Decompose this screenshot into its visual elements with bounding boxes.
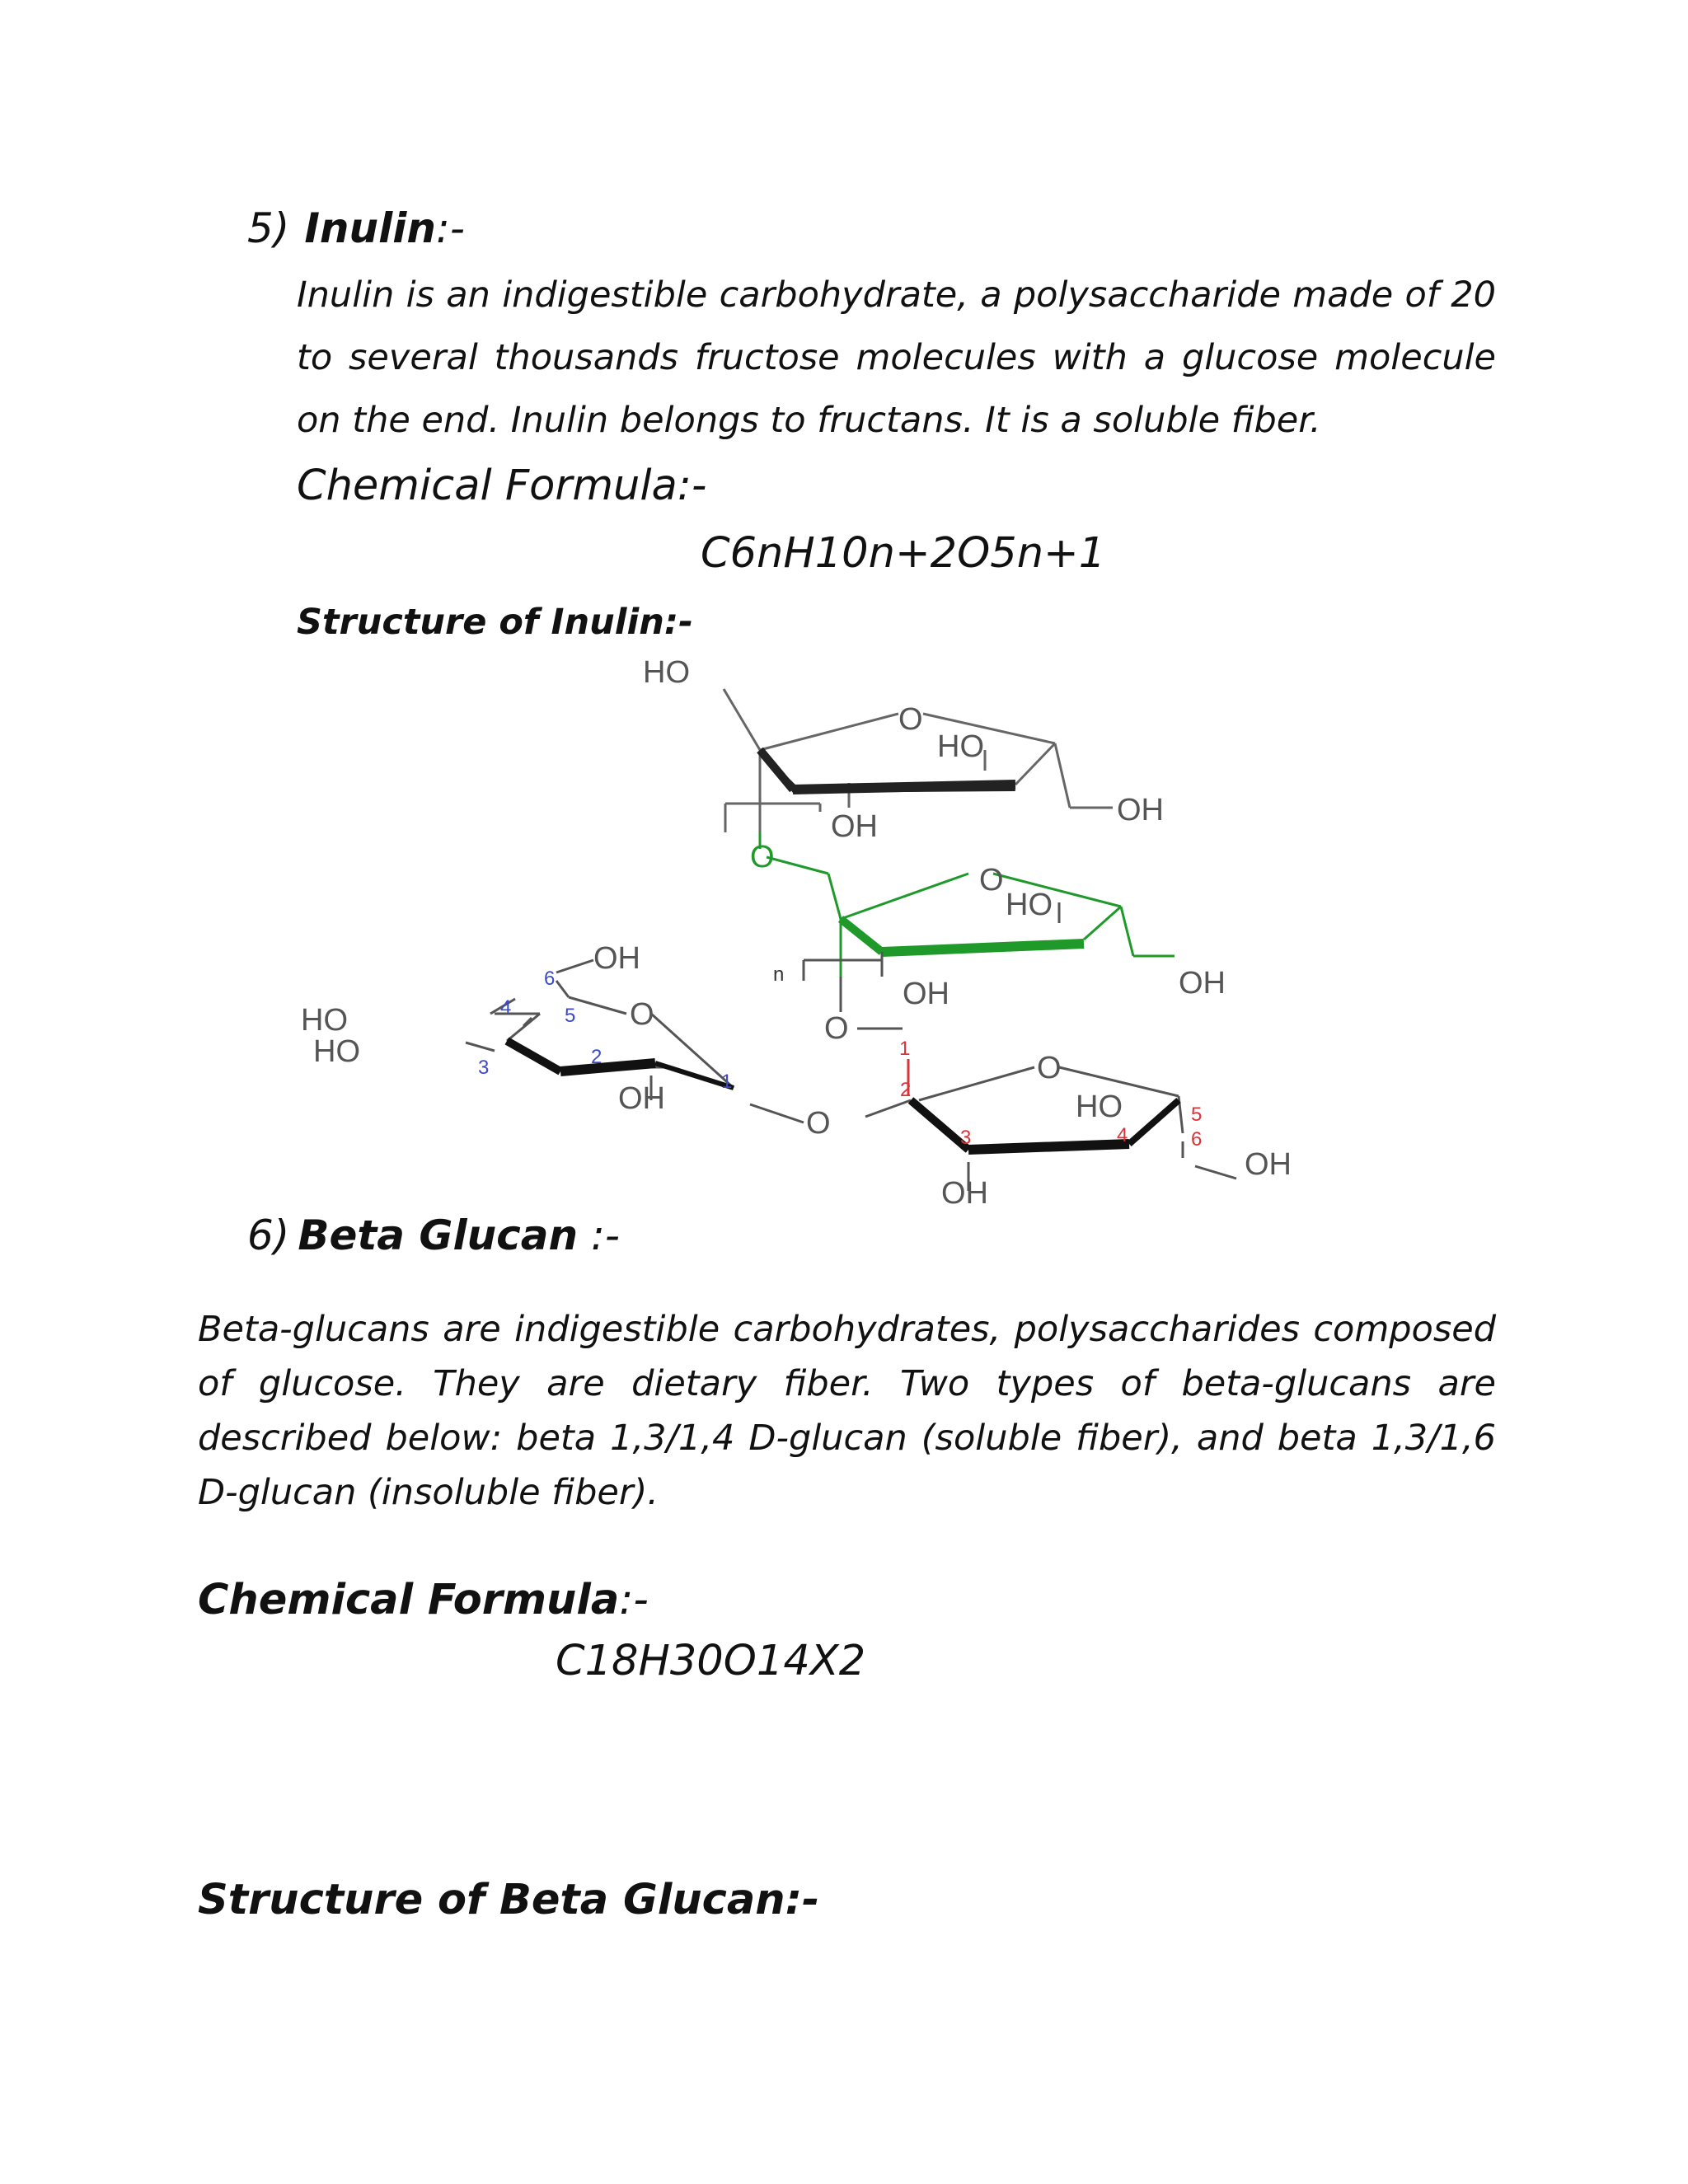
struct-label-oh-c2: OH: [618, 1081, 665, 1116]
struct-label-oh-ring2-bottom: OH: [903, 977, 950, 1011]
atom-number-2-blue: 2: [591, 1046, 603, 1068]
atom-number-3-blue: 3: [478, 1057, 490, 1079]
section-title: Inulin: [304, 204, 436, 252]
formula-label-text: Chemical Formula: [198, 1576, 620, 1624]
section-title-suffix: :-: [436, 204, 465, 252]
struct-label-o-ring3: O: [1037, 1051, 1062, 1085]
struct-label-oh-c6: OH: [593, 941, 640, 976]
beta-glucan-formula-label: [198, 1576, 649, 1624]
beta-glucan-description: Beta-glucans are indigestible carbohydrates, polysaccharides composed of glucose. They are dietary fiber. Two types of beta-glucans are described below: beta 1,3/1,4 D-glucan (soluble fiber), and beta 1,3/1,6 D-glucan (insoluble fiber).: [198, 1309, 1496, 1513]
atom-number-4-red: 4: [1117, 1124, 1128, 1146]
struct-label-o-ring2: O: [979, 863, 1004, 898]
struct-label-oh-ring1-bottom: OH: [831, 809, 878, 844]
atom-number-3-red: 3: [960, 1127, 972, 1149]
atom-number-4-blue: 4: [500, 996, 512, 1019]
section-heading-inulin: [247, 204, 465, 252]
section-title: Beta Glucan: [298, 1212, 579, 1259]
atom-number-6-red: 6: [1191, 1128, 1203, 1151]
beta-glucan-structure-label: Structure of Beta Glucan:-: [198, 1876, 820, 1924]
struct-label-oh-ring3-bottom: OH: [941, 1176, 988, 1211]
inulin-description: Inulin is an indigestible carbohydrate, a polysaccharide made of 20 to several thousands fructose molecules with a glucose molecule on the end. Inulin belongs to fructans. It is a soluble fiber.: [297, 274, 1496, 441]
struct-label-ho-c4: HO: [301, 1003, 348, 1038]
struct-label-ho-c3: HO: [313, 1034, 360, 1069]
atom-number-5-blue: 5: [565, 1005, 576, 1027]
struct-label-o-glycosidic: O: [806, 1106, 831, 1141]
atom-number-1-red: 1: [899, 1038, 911, 1060]
inulin-formula-label: Chemical Formula:-: [297, 462, 707, 510]
struct-label-oh-ring3-right: OH: [1245, 1147, 1292, 1182]
inulin-structure-label: Structure of Inulin:-: [297, 602, 693, 643]
struct-label-ho-ring1: HO: [937, 729, 984, 764]
struct-label-n: n: [773, 963, 785, 986]
formula-label-suffix: :-: [619, 1576, 649, 1624]
inulin-formula: C6nH10n+2O5n+1: [701, 529, 1106, 578]
struct-label-oh-ring2-right: OH: [1179, 966, 1226, 1001]
atom-number-5-red: 5: [1191, 1104, 1203, 1126]
section-number: 6): [247, 1212, 290, 1259]
section-heading-beta-glucan: [247, 1212, 620, 1259]
struct-label-o-ring1: O: [898, 702, 923, 737]
atom-number-6-blue: 6: [544, 968, 556, 990]
struct-label-o-link2: O: [824, 1011, 849, 1046]
struct-label-ho-ring2: HO: [1006, 888, 1053, 922]
section-number: 5): [247, 204, 290, 252]
struct-label-o-link1: O: [750, 840, 775, 874]
struct-label-oh-ring1-right: OH: [1117, 793, 1164, 827]
struct-label-ho-top: HO: [643, 655, 690, 690]
section-title-suffix: :-: [578, 1212, 620, 1259]
beta-glucan-formula: C18H30O14X2: [556, 1637, 866, 1685]
inulin-structure-diagram: [288, 651, 1385, 1212]
atom-number-1-blue: 1: [721, 1071, 733, 1093]
atom-number-2-red: 2: [900, 1079, 912, 1101]
struct-label-o-glucose: O: [630, 997, 654, 1032]
struct-label-ho-ring3: HO: [1076, 1090, 1123, 1124]
